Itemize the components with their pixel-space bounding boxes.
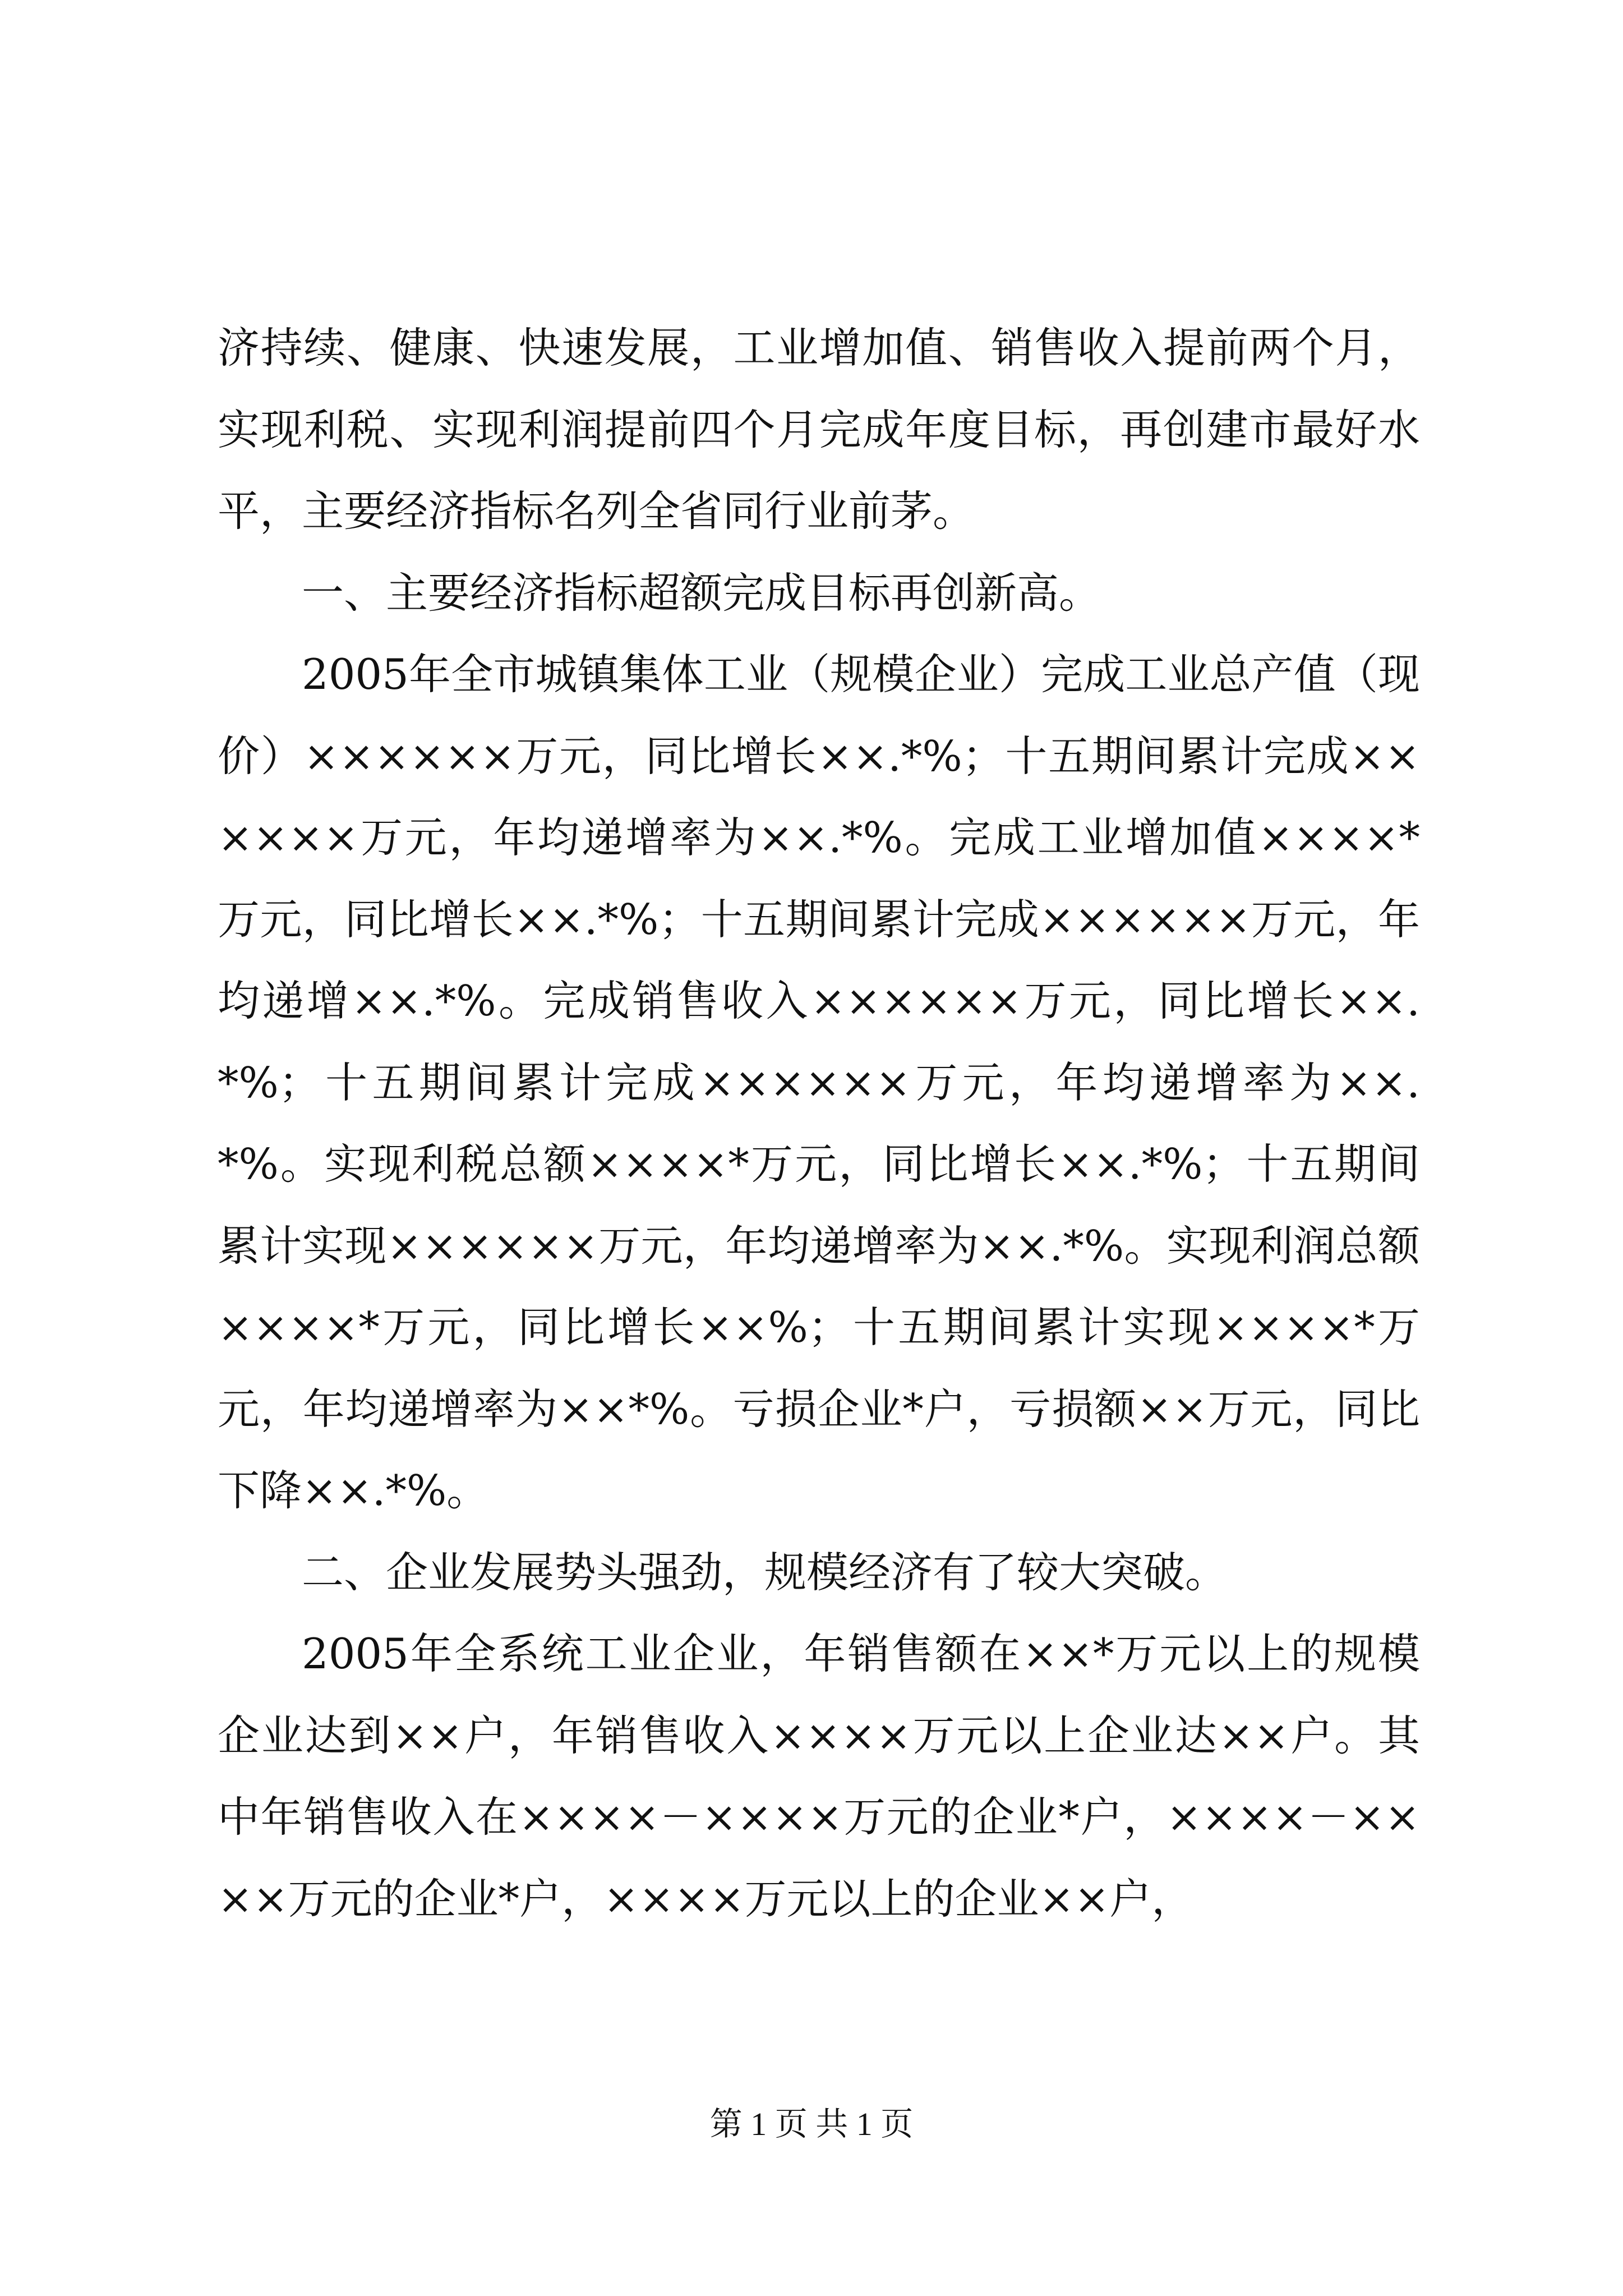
section-heading-1: 一、主要经济指标超额完成目标再创新高。	[302, 568, 1101, 618]
paragraph-indicators: 2005年全市城镇集体工业（规模企业）完成工业总产值（现价）××××××万元，同比增长××.*%；十五期间累计完成××××××万元，年均递增率为××.*%。完成工业增加值××××*万元，同比增长××.*%；十五期间累计完成××××××万元，年均递增××.*%。完成销售收入××××××万元，同比增长××.*%；十五期间累计完成××××××万元，年均递增率为××.*%。实现利税总额××××*万元，同比增长××.*%；十五期间累计实现××××××万元，年均递增率为××.*%。实现利润总额××××*万元，同比增长××%；十五期间累计实现××××*万元，年均递增率为××*%。亏损企业*户，亏损额××万元，同比下降××.*%。	[218, 650, 1420, 1515]
page-number-footer: 第 1 页 共 1 页	[709, 2106, 914, 2142]
paragraph-intro-continued: 济持续、健康、快速发展，工业增加值、销售收入提前两个月，实现利税、实现利润提前四个月完成年度目标，再创建市最好水平，主要经济指标名列全省同行业前茅。	[218, 323, 1420, 536]
section-heading-2: 二、企业发展势头强劲，规模经济有了较大突破。	[302, 1547, 1228, 1597]
paragraph-scale-enterprises: 2005年全系统工业企业，年销售额在××*万元以上的规模企业达到××户，年销售收入××××万元以上企业达××户。其中年销售收入在××××－××××万元的企业*户，××××－××××万元的企业*户，××××万元以上的企业××户，	[218, 1629, 1420, 1924]
document-body	[218, 307, 1420, 1940]
